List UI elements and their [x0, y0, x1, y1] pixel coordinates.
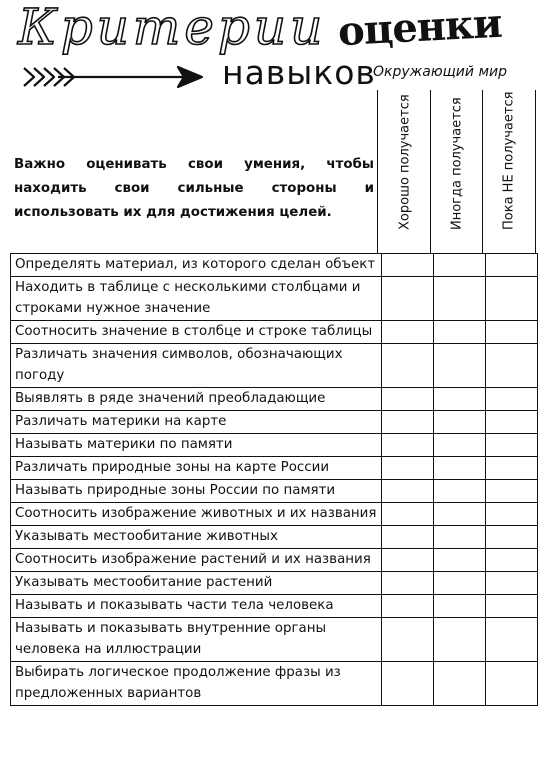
- rating-cell-good[interactable]: [382, 434, 434, 457]
- decorative-arrow-icon: [18, 62, 218, 92]
- rating-cell-not-yet[interactable]: [486, 480, 538, 503]
- rating-cell-good[interactable]: [382, 321, 434, 344]
- rating-cell-good[interactable]: [382, 254, 434, 277]
- table-row: [11, 549, 538, 572]
- skill-cell: [11, 434, 382, 457]
- rating-cell-sometimes[interactable]: [434, 480, 486, 503]
- skill-text: Называть материки по памяти: [15, 437, 233, 452]
- table-row: [11, 277, 538, 321]
- column-header-not-yet: [482, 90, 536, 253]
- rating-cell-not-yet[interactable]: [486, 618, 538, 662]
- skill-text: Указывать местообитание растений: [15, 575, 273, 590]
- table-row: [11, 388, 538, 411]
- skill-text: Соотносить изображение животных и их названия: [15, 506, 377, 521]
- subject-label: Окружающий мир: [373, 64, 508, 80]
- table-row: [11, 344, 538, 388]
- skill-cell: [11, 572, 382, 595]
- rating-cell-not-yet[interactable]: [486, 503, 538, 526]
- rating-cell-sometimes[interactable]: [434, 254, 486, 277]
- rating-cell-not-yet[interactable]: [486, 321, 538, 344]
- skill-cell: [11, 480, 382, 503]
- title-second-line: навыков: [222, 53, 376, 92]
- rating-cell-good[interactable]: [382, 277, 434, 321]
- rating-cell-good[interactable]: [382, 526, 434, 549]
- skill-cell: [11, 662, 382, 706]
- rating-cell-not-yet[interactable]: [486, 344, 538, 388]
- title-bold-word: оценки: [336, 0, 503, 56]
- skill-text: Указывать местообитание животных: [15, 529, 278, 544]
- rating-cell-not-yet[interactable]: [486, 549, 538, 572]
- skill-cell: [11, 595, 382, 618]
- rating-cell-not-yet[interactable]: [486, 388, 538, 411]
- skill-text: Называть и показывать внутренние органы человека на иллюстрации: [15, 621, 327, 657]
- rating-cell-good[interactable]: [382, 662, 434, 706]
- rating-cell-sometimes[interactable]: [434, 434, 486, 457]
- table-row: [11, 618, 538, 662]
- rating-cell-not-yet[interactable]: [486, 277, 538, 321]
- skill-cell: [11, 526, 382, 549]
- rating-cell-good[interactable]: [382, 411, 434, 434]
- rating-cell-sometimes[interactable]: [434, 549, 486, 572]
- skill-cell: [11, 457, 382, 480]
- table-row: [11, 595, 538, 618]
- rating-cell-not-yet[interactable]: [486, 572, 538, 595]
- skill-cell: [11, 321, 382, 344]
- rating-cell-sometimes[interactable]: [434, 572, 486, 595]
- table-row: [11, 411, 538, 434]
- rating-cell-good[interactable]: [382, 618, 434, 662]
- skill-cell: [11, 411, 382, 434]
- rating-cell-sometimes[interactable]: [434, 662, 486, 706]
- table-row: [11, 480, 538, 503]
- rating-cell-sometimes[interactable]: [434, 595, 486, 618]
- rating-cell-not-yet[interactable]: [486, 434, 538, 457]
- table-row: [11, 254, 538, 277]
- intro-text: Важно оценивать свои умения, чтобы находить свои сильные стороны и использовать их для достижения целей.: [14, 157, 374, 221]
- skill-text: Соотносить изображение растений и их названия: [15, 552, 371, 567]
- table-row: [11, 526, 538, 549]
- skill-text: Различать значения символов, обозначающих погоду: [15, 347, 343, 383]
- skill-text: Выявлять в ряде значений преобладающие: [15, 391, 326, 406]
- rating-cell-good[interactable]: [382, 457, 434, 480]
- skill-cell: [11, 549, 382, 572]
- skill-text: Определять материал, из которого сделан объект: [15, 257, 376, 272]
- column-header-label: Иногда получается: [449, 97, 465, 230]
- rating-cell-sometimes[interactable]: [434, 618, 486, 662]
- column-header-sometimes: [430, 90, 483, 253]
- rating-cell-not-yet[interactable]: [486, 457, 538, 480]
- rating-cell-sometimes[interactable]: [434, 344, 486, 388]
- rating-cell-not-yet[interactable]: [486, 595, 538, 618]
- skill-text: Различать природные зоны на карте России: [15, 460, 330, 475]
- rating-cell-not-yet[interactable]: [486, 411, 538, 434]
- skill-cell: [11, 618, 382, 662]
- rating-cell-sometimes[interactable]: [434, 457, 486, 480]
- rating-cell-good[interactable]: [382, 503, 434, 526]
- skill-text: Называть природные зоны России по памяти: [15, 483, 336, 498]
- rating-cell-good[interactable]: [382, 549, 434, 572]
- table-row: [11, 662, 538, 706]
- table-row: [11, 321, 538, 344]
- skill-text: Находить в таблице с несколькими столбцами и строками нужное значение: [15, 280, 361, 316]
- table-row: [11, 434, 538, 457]
- title-script-word: Критерии: [18, 0, 327, 56]
- rating-cell-not-yet[interactable]: [486, 662, 538, 706]
- rating-cell-sometimes[interactable]: [434, 388, 486, 411]
- rating-cell-good[interactable]: [382, 388, 434, 411]
- skill-cell: [11, 277, 382, 321]
- table-row: [11, 503, 538, 526]
- rating-cell-good[interactable]: [382, 572, 434, 595]
- rating-cell-sometimes[interactable]: [434, 411, 486, 434]
- skill-text: Различать материки на карте: [15, 414, 227, 429]
- rating-cell-not-yet[interactable]: [486, 526, 538, 549]
- rating-cell-sometimes[interactable]: [434, 503, 486, 526]
- rating-cell-not-yet[interactable]: [486, 254, 538, 277]
- rating-cell-sometimes[interactable]: [434, 277, 486, 321]
- column-header-good: [377, 90, 431, 253]
- column-header-label: Пока НЕ получается: [501, 91, 517, 230]
- rating-cell-sometimes[interactable]: [434, 526, 486, 549]
- skill-cell: [11, 344, 382, 388]
- column-header-label: Хорошо получается: [397, 94, 412, 230]
- skill-text: Соотносить значение в столбце и строке таблицы: [15, 324, 373, 339]
- table-row: [11, 457, 538, 480]
- skill-text: Выбирать логическое продолжение фразы из предложенных вариантов: [15, 665, 341, 701]
- criteria-table-body: [11, 254, 538, 706]
- skill-cell: [11, 503, 382, 526]
- rating-cell-good[interactable]: [382, 595, 434, 618]
- skill-text: Называть и показывать части тела человека: [15, 598, 334, 613]
- table-row: [11, 572, 538, 595]
- skill-cell: [11, 388, 382, 411]
- rating-cell-sometimes[interactable]: [434, 321, 486, 344]
- criteria-table: [10, 253, 538, 706]
- skill-cell: [11, 254, 382, 277]
- rating-cell-good[interactable]: [382, 480, 434, 503]
- rating-cell-good[interactable]: [382, 344, 434, 388]
